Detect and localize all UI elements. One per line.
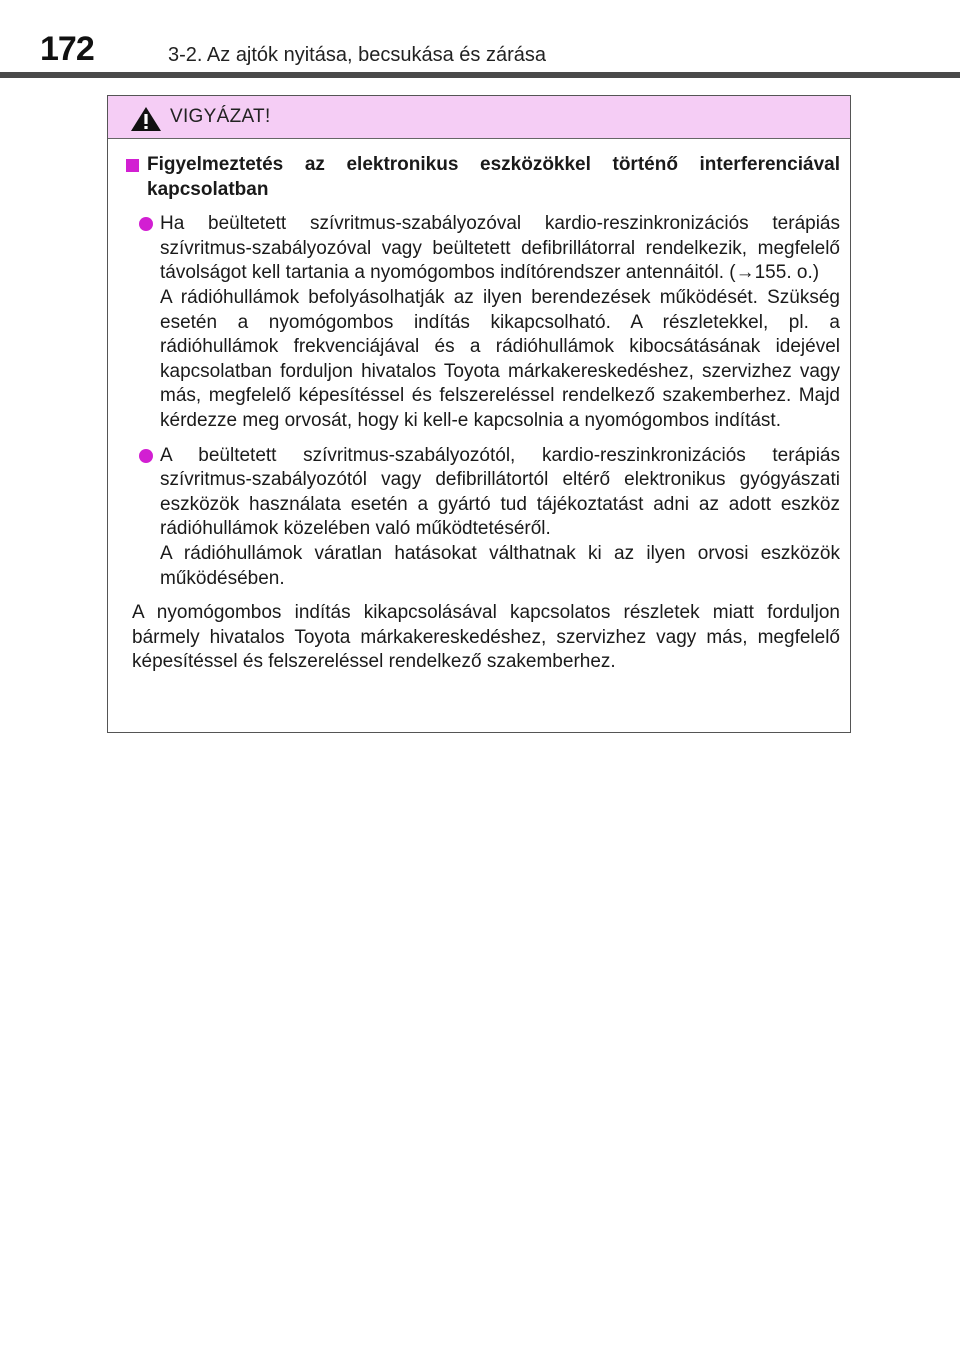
- section-title: 3-2. Az ajtók nyitása, becsukása és zárása: [168, 44, 546, 66]
- warning-triangle-icon: [130, 106, 162, 132]
- subheading-text: Figyelmeztetés az elektronikus eszközökkel történő interferenciával kapcsolatban: [147, 154, 840, 200]
- list-item-text: [160, 212, 840, 433]
- list-item: [128, 212, 840, 433]
- header-rule: [0, 72, 960, 78]
- caution-header: [108, 96, 850, 139]
- caution-body: [108, 139, 850, 675]
- closing-paragraph: A nyomógombos indítás kikapcsolásával kapcsolatos részletek miatt forduljon bármely hivatalos Toyota márkakereskedéshez, szervizhez vagy más, megfelelő képesítéssel és felszereléssel rendelkező szakemberhez.: [132, 602, 840, 673]
- caution-title: VIGYÁZAT!: [170, 106, 271, 127]
- caution-box: [107, 95, 851, 733]
- paragraph: A rádióhullámok váratlan hatásokat válthatnak ki az ilyen orvosi eszközök működésében.: [160, 542, 840, 589]
- paragraph: Ha beültetett szívritmus-szabályozóval kardio-reszinkronizációs terápiás szívritmus-szabályozóval vagy beültetett defibrillátorral rendelkezik, megfelelő távolságot kell tartania a nyomógombos indítórendszer antennáitól. (→155. o.): [160, 213, 840, 284]
- list-item: [128, 444, 840, 592]
- page-header: [0, 0, 960, 80]
- round-bullet-icon: [139, 449, 153, 463]
- list-item-text: [160, 444, 840, 592]
- round-bullet-icon: [139, 217, 153, 231]
- paragraph: A beültetett szívritmus-szabályozótól, kardio-reszinkronizációs terápiás szívritmus-szabályozótól vagy defibrillátortól eltérő elektronikus gyógyászati eszközök használata esetén a gyártó tud tájékoztatást adni az adott eszköz rádióhullámok közelében való működtetéséről.: [160, 444, 840, 540]
- square-bullet-icon: [126, 159, 139, 172]
- caution-subheading: [126, 153, 840, 202]
- page-number: 172: [40, 30, 94, 68]
- paragraph: A rádióhullámok befolyásolhatják az ilyen berendezések működését. Szükség esetén a nyomógombos indítás kikapcsolható. A részletekkel, pl. a rádióhullámok frekvenciájával és a rádióhullámok kibocsátásának idejével kapcsolatban forduljon hivatalos Toyota márkakereskedéshez, szervizhez vagy más, megfelelő képesítéssel és felszereléssel rendelkező szakemberhez. Majd kérdezze meg orvosát, hogy ki kell-e kapcsolnia a nyomógombos indítást.: [160, 286, 840, 431]
